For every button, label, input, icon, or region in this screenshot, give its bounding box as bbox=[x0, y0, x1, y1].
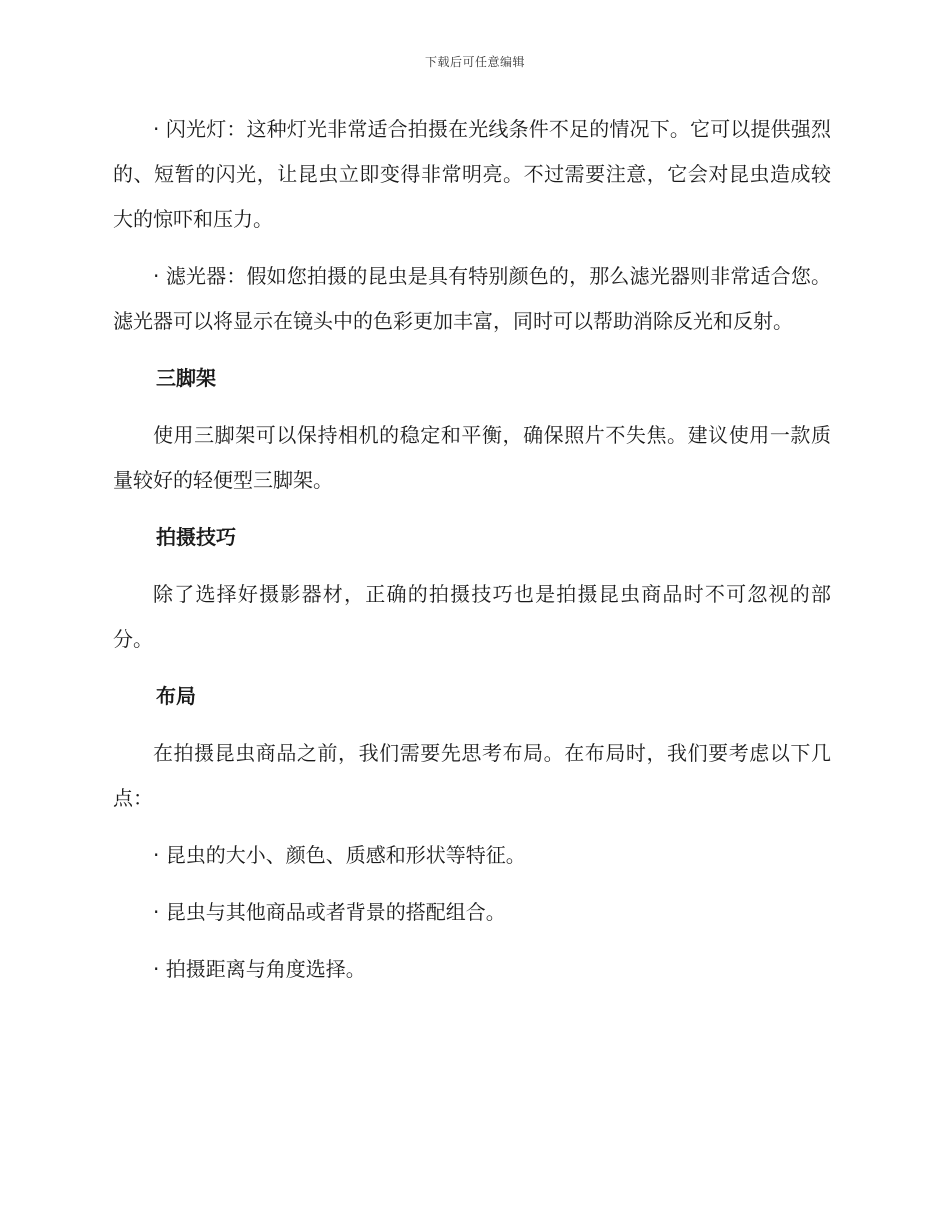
document-body bbox=[113, 107, 831, 1004]
heading-tripod: 三脚架 bbox=[156, 366, 216, 390]
paragraph-filter: · 滤光器：假如您拍摄的昆虫是具有特别颜色的，那么滤光器则非常适合您。滤光器可以将显示在镜头中的色彩更加丰富，同时可以帮助消除反光和反射。 bbox=[113, 264, 831, 333]
paragraph-tripod: 使用三脚架可以保持相机的稳定和平衡，确保照片不失焦。建议使用一款质量较好的轻便型三脚架。 bbox=[113, 423, 831, 492]
paragraph-layout: 在拍摄昆虫商品之前，我们需要先思考布局。在布局时，我们要考虑以下几点： bbox=[113, 741, 831, 810]
list-item-distance-angle: · 拍摄距离与角度选择。 bbox=[153, 957, 366, 981]
list-item-combination: · 昆虫与其他商品或者背景的搭配组合。 bbox=[153, 900, 506, 924]
page-header: 下载后可任意编辑 bbox=[424, 55, 525, 69]
paragraph-flash: · 闪光灯：这种灯光非常适合拍摄在光线条件不足的情况下。它可以提供强烈的、短暂的闪光，让昆虫立即变得非常明亮。不过需要注意，它会对昆虫造成较大的惊吓和压力。 bbox=[113, 117, 831, 231]
list-item-features: · 昆虫的大小、颜色、质感和形状等特征。 bbox=[153, 843, 526, 867]
paragraph-shooting-tips: 除了选择好摄影器材，正确的拍摄技巧也是拍摄昆虫商品时不可忽视的部分。 bbox=[113, 582, 831, 651]
heading-layout: 布局 bbox=[156, 684, 196, 708]
heading-shooting-tips: 拍摄技巧 bbox=[156, 525, 236, 549]
